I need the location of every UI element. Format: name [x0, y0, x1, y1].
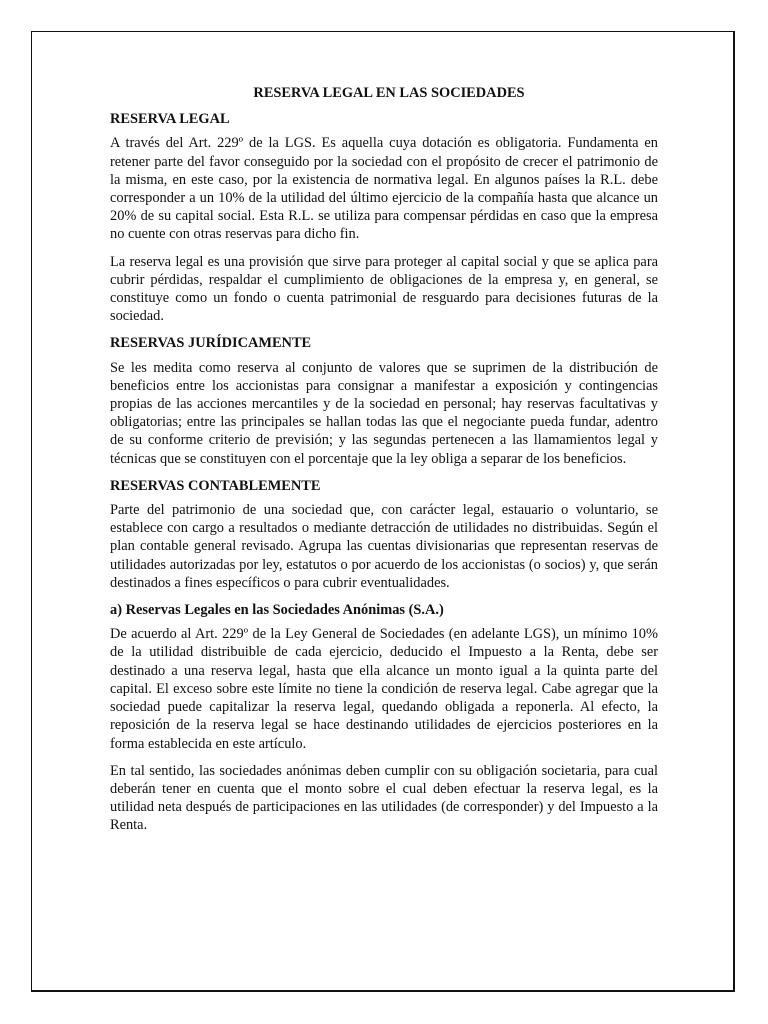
document-body: [110, 84, 658, 844]
section-heading: RESERVA LEGAL: [110, 111, 230, 128]
section-reservas-contablemente: [110, 477, 658, 592]
section-heading: RESERVAS CONTABLEMENTE: [110, 477, 321, 494]
paragraph: A través del Art. 229º de la LGS. Es aquella cuya dotación es obligatoria. Fundamenta en retener parte del favor conseguido por la sociedad con el propósito de crecer el patrimonio de la misma, en este caso, por la existencia de normativa legal. En algunos países la R.L. debe corresponder a un 10% de la utilidad del último ejercicio de la compañía hasta que alcance un 20% de su capital social. Esta R.L. se utiliza para compensar pérdidas en caso que la empresa no cuente con otras reservas para dicho fin.: [110, 135, 658, 243]
document-title: RESERVA LEGAL EN LAS SOCIEDADES: [253, 85, 525, 101]
paragraph: Parte del patrimonio de una sociedad que, con carácter legal, estauario o voluntario, se establece con cargo a resultados o mediante detracción de utilidades no distribuidas. Según el plan contable general revisado. Agrupa las cuentas divisionarias que representan reservas de utilidades autorizadas por ley, estatutos o por acuerdo de los accionistas (o socios) y, que serán destinados a fines específicos o para cubrir eventualidades.: [110, 502, 658, 591]
paragraph: La reserva legal es una provisión que sirve para proteger al capital social y que se aplica para cubrir pérdidas, respaldar el cumplimiento de obligaciones de la empresa y, en general, se constituye como un fondo o cuenta patrimonial de resguardo para decisiones futuras de la sociedad.: [110, 253, 658, 325]
section-reservas-legales-sa: [110, 601, 658, 834]
paragraph: En tal sentido, las sociedades anónimas deben cumplir con su obligación societaria, para cual deberán tener en cuenta que el monto sobre el cual deben efectuar la reserva legal, es la utilidad neta después de participaciones en las utilidades (de corresponder) y del Impuesto a la Renta.: [110, 762, 658, 834]
paragraph: Se les medita como reserva al conjunto de valores que se suprimen de la distribución de beneficios entre los accionistas para consignar a manifestar a exposición y contingencias propias de las acciones mercantiles y de la sociedad en personal; hay reservas facultativas y obligatorias; entre las principales se hallan todas las que el negociante pueda fundar, adentro de su conforme criterio de previsión; y las segundas pertenecen a las llamamientos legal y técnicas que se constituyen con el porcentaje que la ley obliga a separar de los beneficios.: [110, 359, 658, 467]
section-reserva-legal: [110, 110, 658, 325]
section-reservas-juridicamente: [110, 334, 658, 467]
paragraph: De acuerdo al Art. 229º de la Ley General de Sociedades (en adelante LGS), un mínimo 10% de la utilidad distribuible de cada ejercicio, deducido el Impuesto a la Renta, debe ser destinado a una reserva legal, hasta que ella alcance un monto igual a la quinta parte del capital. El exceso sobre este límite no tiene la condición de reserva legal. Cabe agregar que la sociedad puede capitalizar la reserva legal, quedando obligada a reponerla. Al efecto, la reposición de la reserva legal se hace destinando utilidades de ejercicios posteriores en la forma establecida en este artículo.: [110, 626, 658, 752]
section-heading: a) Reservas Legales en las Sociedades Anónimas (S.A.): [110, 602, 444, 619]
section-heading: RESERVAS JURÍDICAMENTE: [110, 335, 312, 352]
